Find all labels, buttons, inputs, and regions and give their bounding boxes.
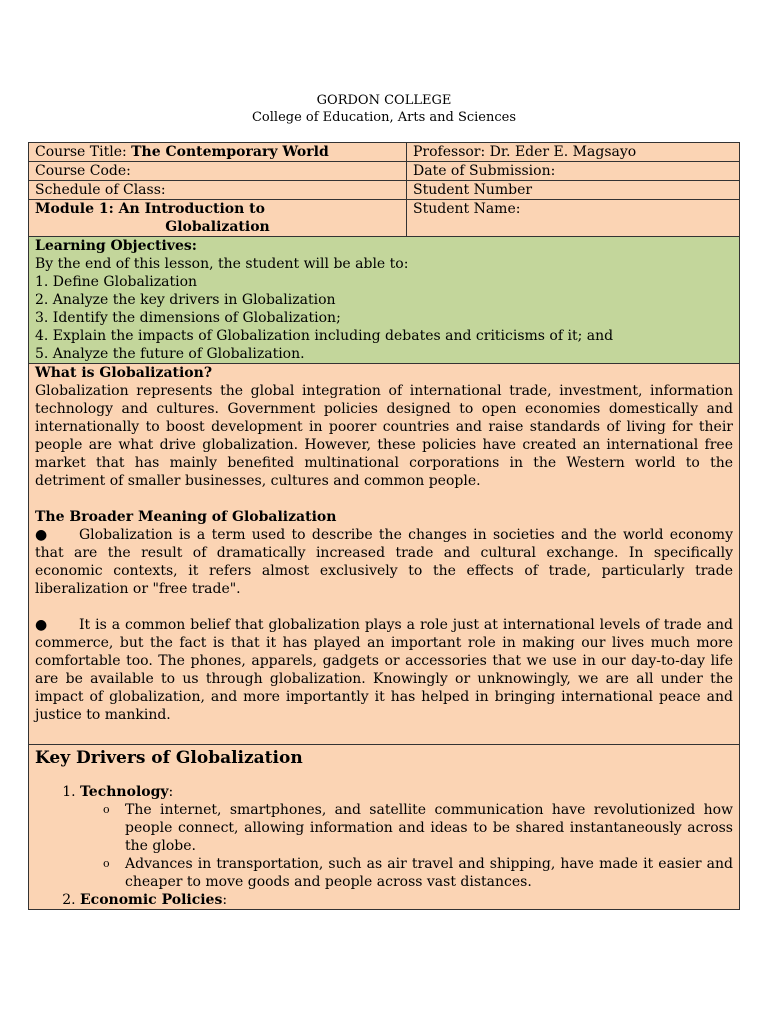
row-course-title bbox=[29, 143, 740, 162]
broader-heading: The Broader Meaning of Globalization bbox=[35, 509, 337, 525]
what-is-body: Globalization represents the global integration of international trade, investment, information technology and cultures. Government policies designed to open economies domestically and internationally to boost development in poorer countries and raise standards of living for their people are what drive globalization. However, these policies have created an international free market that has mainly benefited multinational corporations in the Western world to the detriment of smaller businesses, cultures and common people. bbox=[35, 383, 733, 489]
row-module bbox=[29, 200, 740, 237]
driver-suffix: : bbox=[168, 784, 174, 800]
sub-bullet-icon: o bbox=[103, 803, 110, 816]
row-drivers bbox=[29, 745, 740, 910]
what-is-heading: What is Globalization? bbox=[35, 365, 213, 381]
broader-bullet-1 bbox=[35, 526, 733, 598]
driver-item-economic-policies bbox=[80, 891, 733, 909]
row-objectives bbox=[29, 237, 740, 364]
driver-item-technology bbox=[80, 783, 733, 891]
course-title-value: The Contemporary World bbox=[131, 144, 329, 160]
driver-sub-item bbox=[103, 855, 733, 891]
bullet-icon: ● bbox=[35, 617, 48, 633]
course-title-cell bbox=[29, 143, 407, 162]
drivers-list bbox=[35, 783, 733, 909]
spacer bbox=[35, 598, 733, 616]
broader-bullet-2 bbox=[35, 616, 733, 724]
driver-sub-text: Advances in transportation, such as air travel and shipping, have made it easier and cheaper to move goods and people across vast distances. bbox=[125, 856, 733, 890]
driver-title: Economic Policies bbox=[80, 892, 223, 908]
student-number-cell: Student Number bbox=[407, 181, 740, 200]
module-title-line1: Module 1: An Introduction to bbox=[35, 201, 265, 217]
drivers-heading: Key Drivers of Globalization bbox=[35, 748, 303, 768]
row-course-code bbox=[29, 162, 740, 181]
bullet-icon: ● bbox=[35, 527, 48, 543]
course-code-cell: Course Code: bbox=[29, 162, 407, 181]
driver-title: Technology bbox=[80, 784, 169, 800]
broader-bullet-text: Globalization is a term used to describe the changes in societies and the world economy that are the result of dramatically increased trade and cultural exchange. In specifically economic contexts, it refers almost exclusively to the effects of trade, particularly trade liberalization or "free trade". bbox=[35, 527, 733, 597]
department-name: College of Education, Arts and Sciences bbox=[251, 110, 517, 125]
learning-objectives-cell bbox=[29, 237, 740, 364]
driver-sub-text: The internet, smartphones, and satellite communication have revolutionized how people connect, allowing information and ideas to be shared instantaneously across the globe. bbox=[125, 802, 733, 854]
module-title-line2: Globalization bbox=[165, 219, 270, 235]
driver-sub-list bbox=[80, 801, 733, 891]
student-name-cell: Student Name: bbox=[407, 200, 740, 237]
drivers-cell bbox=[29, 745, 740, 910]
driver-suffix: : bbox=[222, 892, 228, 908]
sub-bullet-icon: o bbox=[103, 857, 110, 870]
objective-item: 4. Explain the impacts of Globalization including debates and criticisms of it; and bbox=[35, 328, 614, 344]
objective-item: 1. Define Globalization bbox=[35, 274, 198, 290]
row-content bbox=[29, 364, 740, 745]
content-cell bbox=[29, 364, 740, 745]
module-table bbox=[28, 142, 740, 910]
row-schedule bbox=[29, 181, 740, 200]
broader-bullet-text: It is a common belief that globalization plays a role just at international levels of trade and commerce, but the fact is that it has played an important role in making our lives much more comfortable too. The phones, apparels, gadgets or accessories that we use in our day-to-day life are be available to us through globalization. Knowingly or unknowingly, we are all under the impact of globalization, and more importantly it has helped in bringing international peace and justice to mankind. bbox=[35, 617, 733, 723]
schedule-cell: Schedule of Class: bbox=[29, 181, 407, 200]
professor-cell: Professor: Dr. Eder E. Magsayo bbox=[407, 143, 740, 162]
course-title-label: Course Title: bbox=[35, 144, 132, 160]
module-title-cell bbox=[29, 200, 407, 237]
objectives-heading: Learning Objectives: bbox=[35, 238, 197, 254]
document-header bbox=[0, 92, 768, 126]
objectives-intro: By the end of this lesson, the student will be able to: bbox=[35, 256, 409, 272]
date-of-submission-cell: Date of Submission: bbox=[407, 162, 740, 181]
objective-item: 2. Analyze the key drivers in Globalization bbox=[35, 292, 336, 308]
objective-item: 3. Identify the dimensions of Globalization; bbox=[35, 310, 341, 326]
spacer bbox=[35, 490, 733, 508]
objective-item: 5. Analyze the future of Globalization. bbox=[35, 346, 305, 362]
college-name: GORDON COLLEGE bbox=[316, 93, 452, 108]
driver-sub-item bbox=[103, 801, 733, 855]
